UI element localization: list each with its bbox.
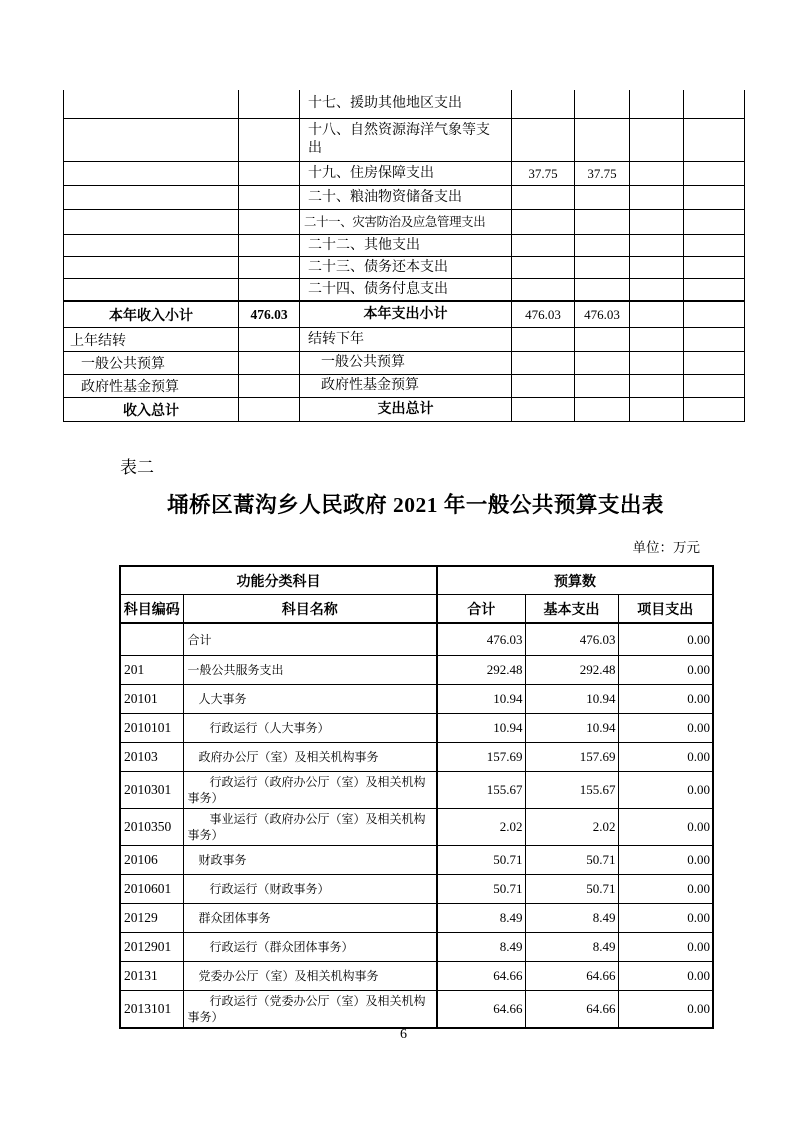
expenditure-cell-code: 20103 xyxy=(120,743,183,772)
summary-cell-col2 xyxy=(239,279,300,302)
summary-cell-col6 xyxy=(630,301,684,328)
summary-table-row xyxy=(64,375,745,398)
expenditure-table-row xyxy=(120,623,713,656)
summary-cell-col6 xyxy=(630,352,684,375)
summary-cell-col6 xyxy=(630,186,684,210)
summary-cell-col5 xyxy=(575,375,630,398)
summary-cell-col4 xyxy=(512,375,575,398)
summary-table-row xyxy=(64,186,745,210)
summary-cell-col3: 政府性基金预算 xyxy=(300,375,512,398)
expenditure-cell-code: 2010350 xyxy=(120,809,183,846)
expenditure-cell-name: 行政运行（群众团体事务） xyxy=(183,933,437,962)
expenditure-cell-total: 50.71 xyxy=(437,846,525,875)
expenditure-cell-project: 0.00 xyxy=(618,809,713,846)
expenditure-cell-project: 0.00 xyxy=(618,875,713,904)
expenditure-cell-code: 2010301 xyxy=(120,772,183,809)
summary-cell-col1 xyxy=(64,186,239,210)
col-header-subject-name: 科目名称 xyxy=(183,595,437,624)
expenditure-cell-project: 0.00 xyxy=(618,933,713,962)
header-functional-classification: 功能分类科目 xyxy=(120,566,437,595)
unit-note: 单位：万元 xyxy=(632,540,700,555)
summary-cell-col5 xyxy=(575,186,630,210)
summary-table-row xyxy=(64,279,745,302)
summary-cell-col1 xyxy=(64,257,239,279)
summary-cell-col5: 476.03 xyxy=(575,301,630,328)
expenditure-table-row xyxy=(120,933,713,962)
expenditure-cell-project: 0.00 xyxy=(618,962,713,991)
expenditure-cell-basic: 8.49 xyxy=(525,904,618,933)
summary-cell-col1 xyxy=(64,210,239,235)
summary-cell-col3: 十七、援助其他地区支出 xyxy=(300,90,512,119)
summary-cell-col1: 上年结转 xyxy=(64,328,239,352)
summary-cell-col1 xyxy=(64,162,239,186)
expenditure-cell-total: 64.66 xyxy=(437,991,525,1029)
summary-cell-col1: 本年收入小计 xyxy=(64,301,239,328)
page-number: 6 xyxy=(400,1027,407,1042)
expenditure-cell-total: 8.49 xyxy=(437,904,525,933)
expenditure-cell-total: 157.69 xyxy=(437,743,525,772)
summary-cell-col5 xyxy=(575,210,630,235)
summary-cell-col7 xyxy=(684,301,745,328)
summary-table-row xyxy=(64,119,745,162)
summary-cell-col7 xyxy=(684,398,745,422)
summary-cell-col3: 二十四、债务付息支出 xyxy=(300,279,512,302)
col-header-project-expenditure: 项目支出 xyxy=(618,595,713,624)
expenditure-cell-code: 20129 xyxy=(120,904,183,933)
summary-cell-col5 xyxy=(575,90,630,119)
summary-cell-col7 xyxy=(684,119,745,162)
summary-cell-col6 xyxy=(630,119,684,162)
summary-cell-col3: 十九、住房保障支出 xyxy=(300,162,512,186)
summary-cell-col6 xyxy=(630,162,684,186)
expenditure-cell-basic: 8.49 xyxy=(525,933,618,962)
expenditure-table-row xyxy=(120,904,713,933)
expenditure-cell-code: 2012901 xyxy=(120,933,183,962)
expenditure-cell-project: 0.00 xyxy=(618,846,713,875)
expenditure-cell-basic: 64.66 xyxy=(525,962,618,991)
expenditure-cell-project: 0.00 xyxy=(618,623,713,656)
summary-cell-col3: 支出总计 xyxy=(300,398,512,422)
summary-table-row xyxy=(64,90,745,119)
summary-cell-col4 xyxy=(512,328,575,352)
expenditure-cell-code xyxy=(120,623,183,656)
col-header-total: 合计 xyxy=(437,595,525,624)
summary-cell-col1: 一般公共预算 xyxy=(64,352,239,375)
summary-cell-col1 xyxy=(64,119,239,162)
expenditure-table-row xyxy=(120,743,713,772)
expenditure-table-row xyxy=(120,772,713,809)
summary-table-row xyxy=(64,398,745,422)
expenditure-cell-basic: 10.94 xyxy=(525,714,618,743)
expenditure-cell-name: 人大事务 xyxy=(183,685,437,714)
summary-cell-col7 xyxy=(684,352,745,375)
summary-table-row xyxy=(64,210,745,235)
expenditure-cell-basic: 155.67 xyxy=(525,772,618,809)
expenditure-cell-name: 政府办公厅（室）及相关机构事务 xyxy=(183,743,437,772)
expenditure-table-row xyxy=(120,714,713,743)
summary-cell-col2 xyxy=(239,90,300,119)
budget-summary-table xyxy=(63,90,745,422)
expenditure-cell-project: 0.00 xyxy=(618,772,713,809)
expenditure-cell-name: 合计 xyxy=(183,623,437,656)
summary-cell-col2 xyxy=(239,119,300,162)
expenditure-cell-code: 201 xyxy=(120,656,183,685)
expenditure-table-row xyxy=(120,809,713,846)
summary-cell-col6 xyxy=(630,279,684,302)
summary-cell-col1 xyxy=(64,235,239,257)
summary-cell-col6 xyxy=(630,235,684,257)
summary-cell-col4 xyxy=(512,186,575,210)
expenditure-table-row xyxy=(120,991,713,1029)
summary-table-row xyxy=(64,328,745,352)
summary-cell-col2 xyxy=(239,210,300,235)
summary-cell-col6 xyxy=(630,328,684,352)
summary-cell-col4 xyxy=(512,235,575,257)
summary-cell-col7 xyxy=(684,162,745,186)
summary-cell-col3: 一般公共预算 xyxy=(300,352,512,375)
summary-cell-col4 xyxy=(512,352,575,375)
summary-cell-col2: 476.03 xyxy=(239,301,300,328)
table2-label: 表二 xyxy=(120,458,154,477)
expenditure-cell-code: 2010101 xyxy=(120,714,183,743)
summary-cell-col3: 十八、自然资源海洋气象等支出 xyxy=(300,119,512,162)
table2-group-header-row xyxy=(120,566,713,595)
expenditure-cell-code: 2010601 xyxy=(120,875,183,904)
expenditure-cell-total: 2.02 xyxy=(437,809,525,846)
summary-cell-col5 xyxy=(575,328,630,352)
summary-cell-col6 xyxy=(630,257,684,279)
summary-cell-col5 xyxy=(575,398,630,422)
summary-table-row xyxy=(64,257,745,279)
summary-cell-col3: 结转下年 xyxy=(300,328,512,352)
header-budget-figures: 预算数 xyxy=(437,566,713,595)
summary-cell-col4 xyxy=(512,210,575,235)
expenditure-cell-basic: 157.69 xyxy=(525,743,618,772)
table2-title: 埇桥区蒿沟乡人民政府 2021 年一般公共预算支出表 xyxy=(167,493,664,517)
expenditure-cell-project: 0.00 xyxy=(618,743,713,772)
summary-cell-col7 xyxy=(684,279,745,302)
summary-table-row xyxy=(64,352,745,375)
summary-cell-col4 xyxy=(512,90,575,119)
summary-cell-col2 xyxy=(239,257,300,279)
summary-cell-col3: 二十三、债务还本支出 xyxy=(300,257,512,279)
summary-cell-col4 xyxy=(512,257,575,279)
summary-cell-col4 xyxy=(512,119,575,162)
expenditure-cell-total: 50.71 xyxy=(437,875,525,904)
expenditure-table-row xyxy=(120,656,713,685)
summary-cell-col2 xyxy=(239,352,300,375)
expenditure-cell-name: 事业运行（政府办公厅（室）及相关机构事务） xyxy=(183,809,437,846)
expenditure-cell-basic: 292.48 xyxy=(525,656,618,685)
summary-cell-col7 xyxy=(684,186,745,210)
expenditure-cell-total: 476.03 xyxy=(437,623,525,656)
summary-cell-col7 xyxy=(684,90,745,119)
expenditure-cell-name: 群众团体事务 xyxy=(183,904,437,933)
summary-cell-col1 xyxy=(64,90,239,119)
summary-cell-col4: 476.03 xyxy=(512,301,575,328)
expenditure-cell-code: 2013101 xyxy=(120,991,183,1029)
summary-cell-col3: 二十一、灾害防治及应急管理支出 xyxy=(300,210,512,235)
expenditure-cell-project: 0.00 xyxy=(618,656,713,685)
summary-cell-col4 xyxy=(512,398,575,422)
expenditure-cell-total: 10.94 xyxy=(437,685,525,714)
expenditure-table-row xyxy=(120,962,713,991)
expenditure-cell-basic: 10.94 xyxy=(525,685,618,714)
summary-cell-col2 xyxy=(239,162,300,186)
expenditure-cell-total: 64.66 xyxy=(437,962,525,991)
summary-cell-col2 xyxy=(239,235,300,257)
table2-column-header-row xyxy=(120,595,713,624)
col-header-subject-code: 科目编码 xyxy=(120,595,183,624)
expenditure-cell-name: 财政事务 xyxy=(183,846,437,875)
summary-cell-col7 xyxy=(684,235,745,257)
expenditure-cell-basic: 64.66 xyxy=(525,991,618,1029)
summary-cell-col2 xyxy=(239,375,300,398)
expenditure-cell-basic: 50.71 xyxy=(525,875,618,904)
summary-cell-col5 xyxy=(575,279,630,302)
expenditure-cell-basic: 2.02 xyxy=(525,809,618,846)
expenditure-cell-project: 0.00 xyxy=(618,685,713,714)
summary-cell-col6 xyxy=(630,210,684,235)
expenditure-cell-name: 行政运行（党委办公厅（室）及相关机构事务） xyxy=(183,991,437,1029)
summary-cell-col1 xyxy=(64,279,239,302)
summary-cell-col1: 政府性基金预算 xyxy=(64,375,239,398)
summary-cell-col2 xyxy=(239,328,300,352)
expenditure-table-row xyxy=(120,685,713,714)
summary-cell-col7 xyxy=(684,375,745,398)
expenditure-cell-total: 155.67 xyxy=(437,772,525,809)
summary-cell-col1: 收入总计 xyxy=(64,398,239,422)
expenditure-cell-total: 292.48 xyxy=(437,656,525,685)
summary-cell-col5: 37.75 xyxy=(575,162,630,186)
summary-cell-col7 xyxy=(684,328,745,352)
summary-cell-col7 xyxy=(684,257,745,279)
expenditure-table-row xyxy=(120,875,713,904)
summary-cell-col5 xyxy=(575,352,630,375)
summary-cell-col3: 二十、粮油物资储备支出 xyxy=(300,186,512,210)
expenditure-cell-name: 行政运行（财政事务） xyxy=(183,875,437,904)
expenditure-cell-name: 党委办公厅（室）及相关机构事务 xyxy=(183,962,437,991)
col-header-basic-expenditure: 基本支出 xyxy=(525,595,618,624)
summary-cell-col4 xyxy=(512,279,575,302)
summary-table-row xyxy=(64,162,745,186)
expenditure-cell-total: 10.94 xyxy=(437,714,525,743)
summary-table-row xyxy=(64,301,745,328)
summary-cell-col6 xyxy=(630,398,684,422)
summary-cell-col6 xyxy=(630,375,684,398)
expenditure-table-row xyxy=(120,846,713,875)
expenditure-cell-name: 行政运行（人大事务） xyxy=(183,714,437,743)
expenditure-cell-total: 8.49 xyxy=(437,933,525,962)
summary-table-row xyxy=(64,235,745,257)
summary-cell-col5 xyxy=(575,257,630,279)
expenditure-budget-table xyxy=(119,565,714,1029)
expenditure-cell-code: 20101 xyxy=(120,685,183,714)
summary-cell-col2 xyxy=(239,186,300,210)
summary-cell-col3: 二十二、其他支出 xyxy=(300,235,512,257)
expenditure-cell-name: 行政运行（政府办公厅（室）及相关机构事务） xyxy=(183,772,437,809)
expenditure-cell-project: 0.00 xyxy=(618,714,713,743)
summary-cell-col6 xyxy=(630,90,684,119)
expenditure-cell-name: 一般公共服务支出 xyxy=(183,656,437,685)
summary-cell-col5 xyxy=(575,119,630,162)
expenditure-cell-code: 20131 xyxy=(120,962,183,991)
expenditure-cell-project: 0.00 xyxy=(618,991,713,1029)
summary-cell-col4: 37.75 xyxy=(512,162,575,186)
summary-cell-col3: 本年支出小计 xyxy=(300,301,512,328)
expenditure-cell-code: 20106 xyxy=(120,846,183,875)
summary-cell-col5 xyxy=(575,235,630,257)
summary-cell-col7 xyxy=(684,210,745,235)
expenditure-cell-basic: 50.71 xyxy=(525,846,618,875)
expenditure-cell-basic: 476.03 xyxy=(525,623,618,656)
summary-cell-col2 xyxy=(239,398,300,422)
expenditure-cell-project: 0.00 xyxy=(618,904,713,933)
